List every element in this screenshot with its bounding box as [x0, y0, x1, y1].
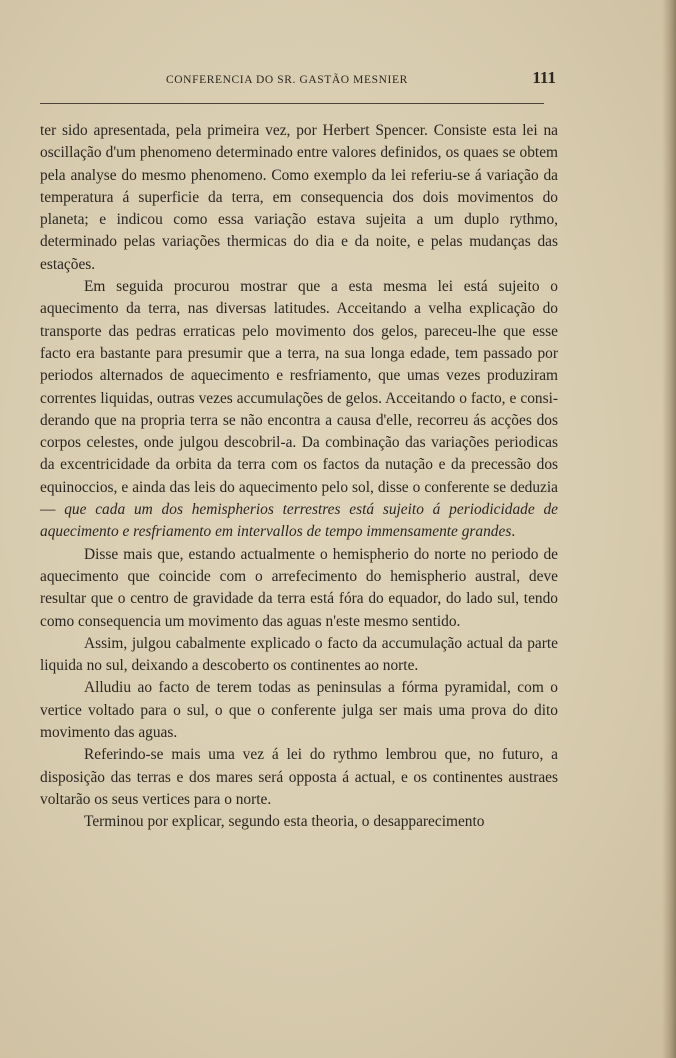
paragraph — [40, 633, 558, 678]
page-number: 111 — [532, 68, 556, 87]
paragraph-text: Disse mais que, estando actualmente o hemispherio do norte no periodo de aquecimento que coincide com o arrefecimento do hemispherio austral, deve resultar que o centro de gravidade da terra está fóra do equador, do lado sul, tendo como consequencia um movimento das aguas n'este mesmo sentido. — [40, 545, 558, 630]
header-rule — [40, 103, 544, 104]
paragraph-text: ter sido apresentada, pela primeira vez, por Herbert Spencer. Consiste esta lei na oscillação d'um phenomeno determinado entre valores definidos, os quaes se obtem pela analyse do mesmo phenomeno. Como exemplo da lei referiu-se á variação da temperatura á superficie da terra, em consequencia dos dois movimentos do planeta; e indicou como essa variação estava sujeita a um duplo rythmo, determinado pelas variações thermicas do dia e da noite, e pelas mudanças das estações. — [40, 122, 558, 273]
paragraph-text: Alludiu ao facto de terem todas as peninsulas a fórma pyramidal, com o vertice voltado para o sul, o que o conferente julga ser mais uma prova do dito movimento das aguas. — [40, 679, 558, 742]
paragraph — [40, 744, 558, 811]
paragraph-text: Em seguida procurou mostrar que a esta mesma lei está sujeito o aquecimento da terra, nas diversas latitudes. Acceitando a velha explicação do transporte das pedras erraticas pelo movimento dos gelos, pareceu-lhe que esse facto era bastante para presumir que a terra, na sua longa edade, tem passado por periodos alternados de aquecimento e resfriamento, que umas vezes produziram correntes liquidas, outras vezes accumulações de gelos. Acceitando o facto, e considerando que na propria terra se não encontra a causa d'elle, recorreu ás acções dos corpos celestes, onde julgou descobril-a. Da combinação das variações periodicas da excentricidade da orbita da terra com os factos da nutação e da precessão dos equinoccios, e ainda das leis do aquecimento pelo sol, disse o conferente se deduzia — — [40, 278, 558, 519]
paragraph-text: Assim, julgou cabalmente explicado o facto da accumulação actual da parte liquida no sul, deixando a descoberto os continentes ao norte. — [40, 634, 558, 675]
paragraph-text: Terminou por explicar, segundo esta theoria, o desapparecimento — [84, 813, 485, 831]
italic-quote: que cada um dos hemispherios terrestres está sujeito á periodicidade de aquecimento e resfriamento em intervallos de tempo immensamente grandes — [40, 501, 558, 541]
paragraph — [40, 120, 558, 276]
page-header — [40, 68, 556, 92]
paragraph — [40, 276, 558, 544]
paragraph — [40, 544, 558, 633]
running-title: CONFERENCIA DO SR. GASTÃO MESNIER — [166, 74, 408, 86]
paragraph — [40, 811, 558, 833]
body-text — [40, 120, 558, 834]
paragraph-text: Referindo-se mais uma vez á lei do rythmo lembrou que, no futuro, a disposição das terras e dos mares será opposta á actual, e os continentes austraes voltarão os seus vertices para o norte. — [40, 746, 558, 808]
page-edge-shadow — [662, 0, 676, 1058]
paragraph-text: . — [511, 523, 516, 541]
paragraph — [40, 677, 558, 744]
